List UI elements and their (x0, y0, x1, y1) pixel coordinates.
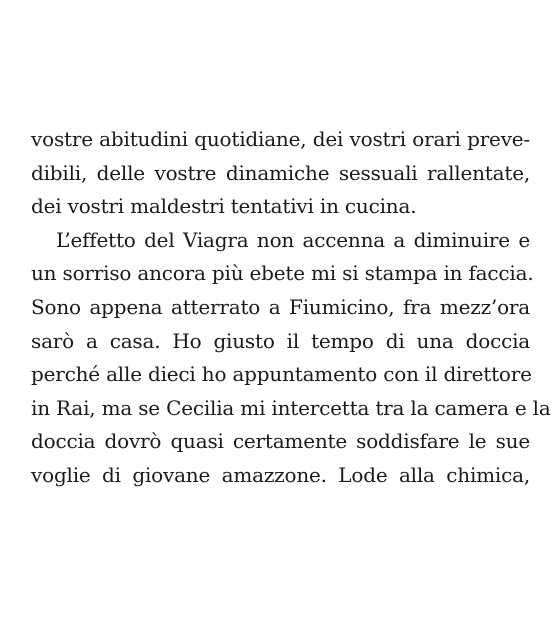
text-line: Sono appena atterrato a Fiumicino, fra mezz’ora (31, 294, 530, 319)
text-line: vostre abitudini quotidiane, dei vostri orari preve- (31, 127, 530, 151)
text-line: L’effetto del Viagra non accenna a diminuire e (56, 227, 530, 252)
text-line: dibili, delle vostre dinamiche sessuali rallentate, (31, 160, 530, 185)
text-line: doccia dovrò quasi certamente soddisfare le sue (31, 429, 530, 454)
text-line: sarò a casa. Ho giusto il tempo di una doccia (31, 328, 530, 353)
text-line: perché alle dieci ho appuntamento con il direttore (31, 362, 532, 387)
text-line: dei vostri maldestri tentativi in cucina. (31, 194, 417, 219)
text-line: in Rai, ma se Cecilia mi intercetta tra la camera e la (31, 395, 551, 420)
body-text (31, 123, 551, 493)
text-line: voglie di giovane amazzone. Lode alla chimica, (31, 462, 530, 487)
text-line: un sorriso ancora più ebete mi si stampa in faccia. (31, 261, 534, 286)
